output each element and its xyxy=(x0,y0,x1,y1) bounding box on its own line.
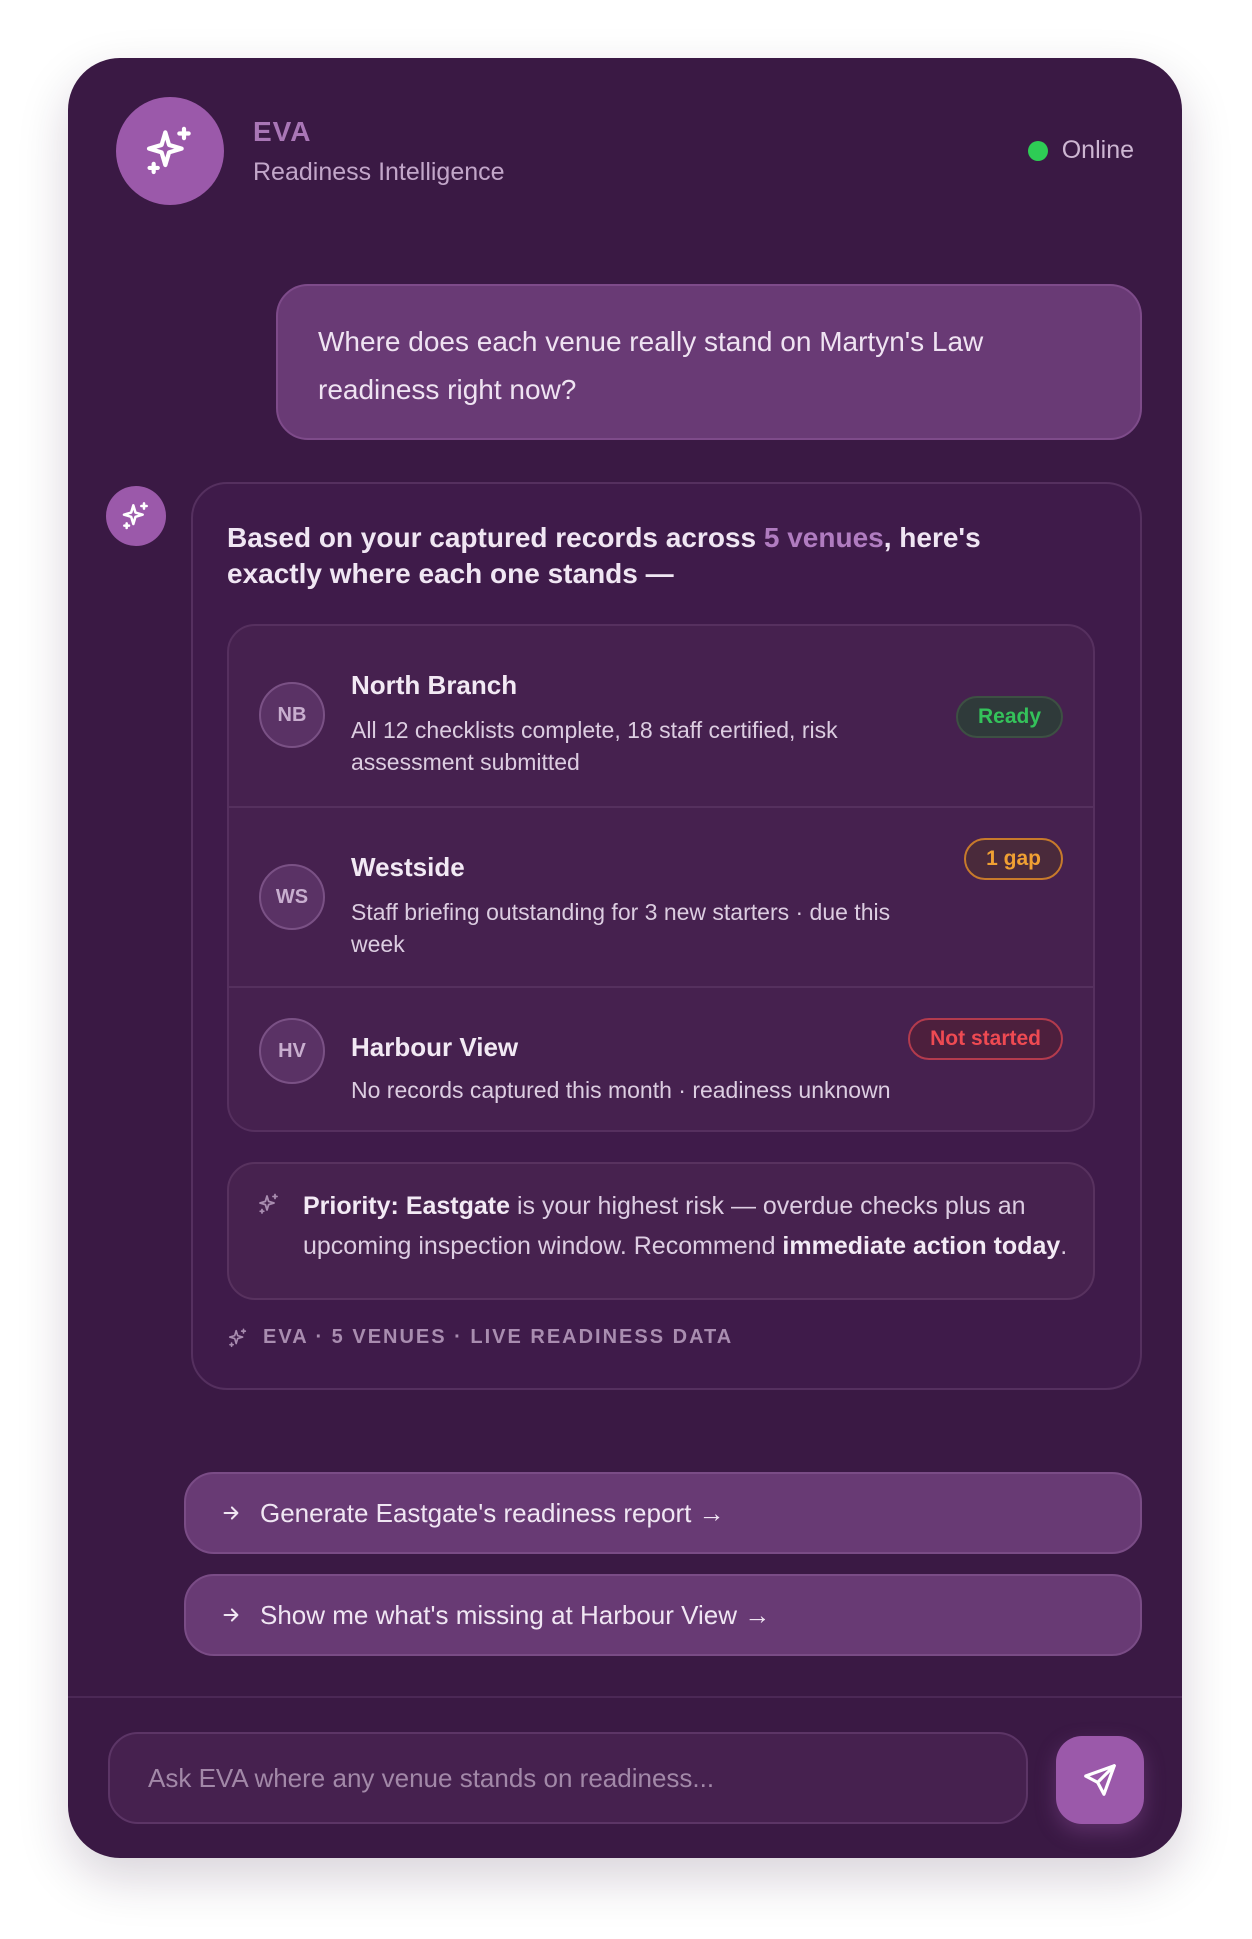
bot-intro: Based on your captured records across 5 venues, here's exactly where each one stands — xyxy=(227,522,981,589)
app-name: EVA xyxy=(253,116,312,147)
bot-response-card xyxy=(191,482,1142,1390)
send-icon xyxy=(1081,1761,1119,1799)
suggestion-eastgate-report[interactable] xyxy=(184,1472,1142,1554)
composer-divider xyxy=(68,1696,1182,1698)
venue-avatar: WS xyxy=(259,864,325,930)
venue-name: Westside xyxy=(351,852,465,882)
venue-count-highlight: 5 venues xyxy=(763,522,884,553)
venue-name: Harbour View xyxy=(351,1032,519,1062)
arrow-right-icon xyxy=(220,1604,242,1626)
response-footnote: EVA · 5 VENUES · LIVE READINESS DATA xyxy=(227,1326,733,1349)
status-badge: Ready xyxy=(956,696,1063,738)
app-subtitle: Readiness Intelligence xyxy=(253,158,505,186)
message-input[interactable] xyxy=(108,1732,1028,1824)
suggestion-harbour-view-missing[interactable] xyxy=(184,1574,1142,1656)
suggestion-label: Generate Eastgate's readiness report → xyxy=(260,1497,725,1528)
send-button[interactable] xyxy=(1056,1736,1144,1824)
user-message: Where does each venue really stand on Martyn's Law readiness right now? xyxy=(276,284,1142,440)
arrow-right-icon xyxy=(220,1502,242,1524)
venue-description: No records captured this month · readiness unknown xyxy=(351,1077,891,1103)
venue-row[interactable] xyxy=(229,806,1093,986)
status-indicator xyxy=(1028,136,1134,165)
venue-name: North Branch xyxy=(351,670,518,700)
venue-avatar: NB xyxy=(259,682,325,748)
venue-description: Staff briefing outstanding for 3 new starters · due this week xyxy=(351,899,891,957)
bot-avatar xyxy=(106,486,166,546)
status-badge: Not started xyxy=(908,1018,1063,1060)
status-label: Online xyxy=(1061,136,1134,164)
suggestion-label: Show me what's missing at Harbour View → xyxy=(260,1599,771,1630)
venue-list xyxy=(227,624,1095,1132)
priority-callout xyxy=(227,1162,1095,1300)
sparkles-icon xyxy=(227,1327,249,1349)
online-dot-icon xyxy=(1028,141,1048,161)
venue-row[interactable] xyxy=(229,626,1093,806)
status-badge: 1 gap xyxy=(964,838,1063,880)
chat-header xyxy=(68,58,1182,238)
venue-description: All 12 checklists complete, 18 staff certified, risk assessment submitted xyxy=(351,717,838,775)
chat-panel xyxy=(68,58,1182,1858)
venue-row[interactable] xyxy=(229,986,1093,1132)
sparkles-icon xyxy=(257,1192,281,1216)
priority-text: Priority: Eastgate is your highest risk — overdue checks plus an upcoming inspection window. Recommend immediate action today. xyxy=(303,1192,1068,1260)
sparkles-icon xyxy=(116,97,224,205)
sparkles-icon xyxy=(120,500,152,532)
venue-avatar: HV xyxy=(259,1018,325,1084)
